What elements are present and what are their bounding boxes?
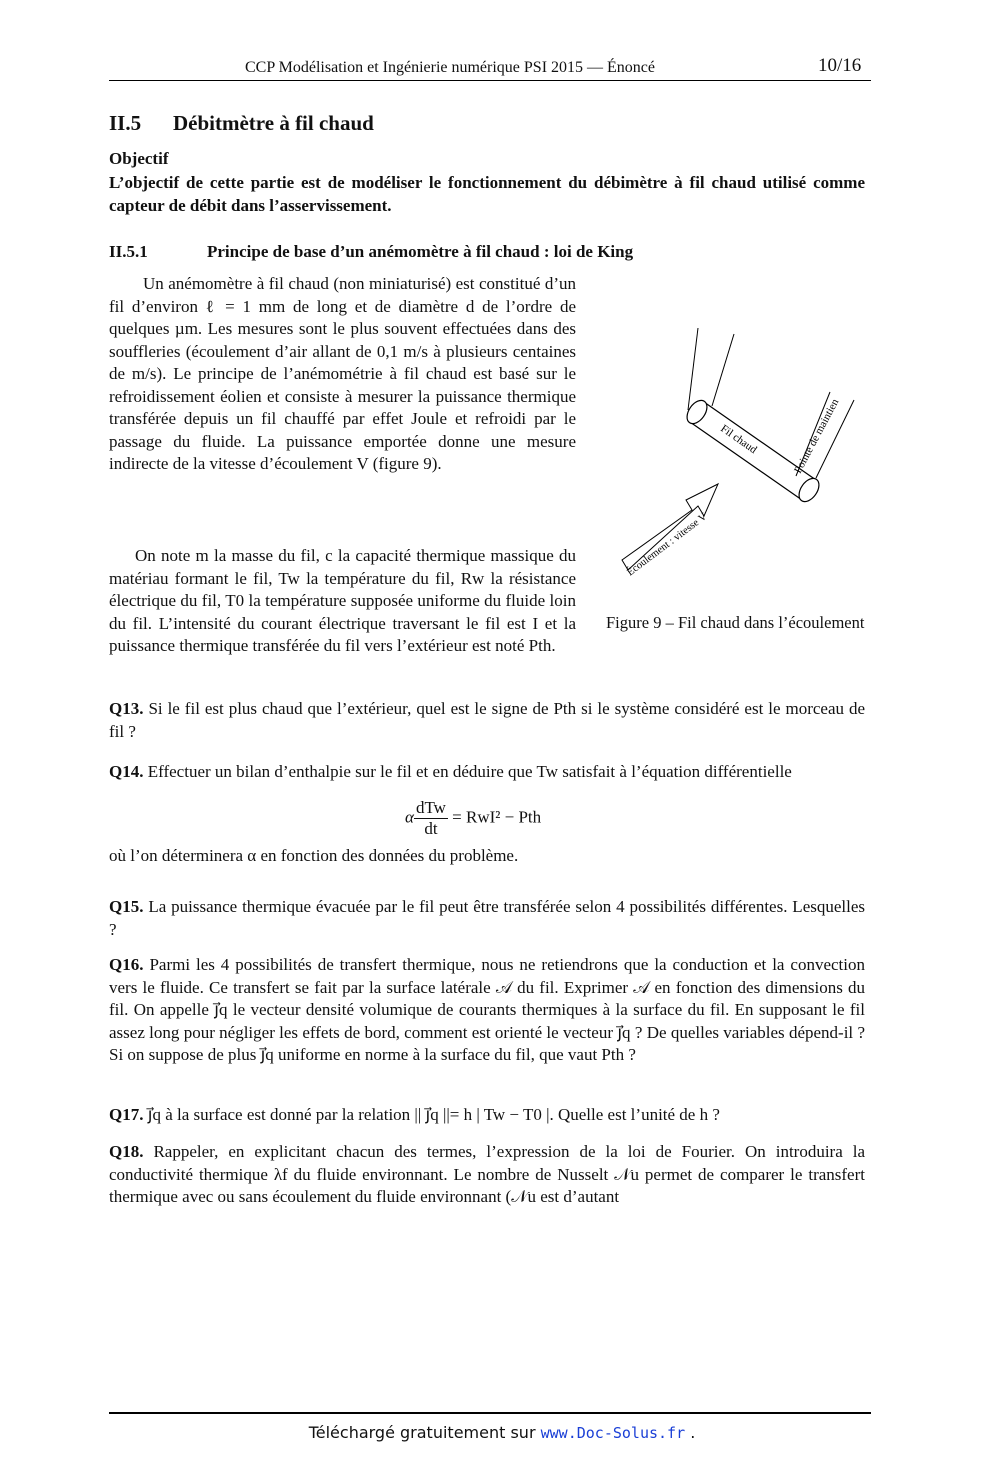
eq-fraction — [414, 798, 448, 839]
question-15 — [109, 896, 865, 941]
section-title-text: Débitmètre à fil chaud — [173, 111, 374, 135]
figure-caption: Figure 9 – Fil chaud dans l’écoulement — [606, 613, 865, 632]
q17-label: Q17. — [109, 1105, 144, 1124]
label-flow: Écoulement : vitesse V — [625, 511, 710, 579]
section-title — [109, 112, 374, 135]
question-14-after: où l’on déterminera α en fonction des données du problème. — [109, 846, 519, 865]
footer-end: . — [690, 1423, 696, 1442]
question-13 — [109, 698, 865, 743]
support-prong-left — [688, 328, 698, 410]
footer-text: Téléchargé gratuitement sur — [308, 1423, 536, 1442]
eq-numerator: dTw — [415, 798, 446, 817]
question-14 — [109, 761, 865, 784]
label-support: Pointe de maintien — [792, 396, 842, 476]
eq-alpha: α — [405, 807, 414, 827]
paragraph-intro: Un anémomètre à fil chaud (non miniaturisé) est constitué d’un fil d’environ ℓ = 1 mm de long et de diamètre d de l’ordre de quelques µm. Les mesures sont le plus souvent effectuées dans des souffleries (écoulement d’air allant de 0,1 m/s à plusieurs centaines de m/s). Le principe de l’anémométrie à fil chaud est basé sur le refroidissement éolien et consiste à mesurer la puissance thermique transférée depuis un fil chauffé par effet Joule et refroidi par le passage du fluide. La puissance emportée donne une mesure indirecte de la vitesse d’écoulement V (figure 9). — [109, 274, 576, 473]
q15-label: Q15. — [109, 897, 144, 916]
objective-text: L’objectif de cette partie est de modéliser le fonctionnement du débimètre à fil chaud utilisé comme capteur de débit dans l’asservissement. — [109, 173, 865, 215]
paragraph-notation: On note m la masse du fil, c la capacité thermique massique du matériau formant le fil, Tw la température du fil, Rw la résistance électrique du fil, T0 la température supposée uniforme du fluide loin du fil. L’intensité du courant électrique traversant le fil est I et la puissance thermique transférée du fil vers l’extérieur est noté Pth. — [109, 546, 576, 655]
q18-text: Rappeler, en explicitant chacun des termes, l’expression de la loi de Fourier. On introduira la conductivité thermique λf du fluide environnant. Le nombre de Nusselt 𝒩u permet de comparer le transfert thermique avec ou sans écoulement du fluide environnant (𝒩u est d’autant — [109, 1142, 865, 1206]
header-rule — [109, 80, 871, 81]
q18-label: Q18. — [109, 1142, 144, 1161]
question-17 — [109, 1104, 865, 1127]
equation-king — [405, 798, 541, 839]
footer-rule — [109, 1412, 871, 1414]
eq-denominator: dt — [424, 819, 438, 838]
q14-text: Effectuer un bilan d’enthalpie sur le fil et en déduire que Tw satisfait à l’équation différentielle — [147, 762, 792, 781]
label-wire: Fil chaud — [718, 422, 759, 457]
wire-end-left — [683, 397, 711, 427]
eq-rhs: = RwI² − Pth — [452, 807, 542, 827]
subsection-number: II.5.1 — [109, 242, 148, 261]
support-prong-left-2 — [712, 334, 734, 406]
q16-text: Parmi les 4 possibilités de transfert thermique, nous ne retiendrons que la conduction et la convection vers le fluide. Ce transfert se fait par la surface latérale 𝒜 du fil. Exprimer 𝒜 en fonction des dimensions du fil. On appelle j⃗q le vecteur densité volumique de courants thermiques à la surface du fil. En supposant le fil assez long pour négliger les effets de bord, comment est orienté le vecteur j⃗q ? De quelles variables dépend-il ? Si on suppose de plus j⃗q uniforme en norme à la surface du fil, que vaut Pth ? — [109, 955, 866, 1064]
q13-text: Si le fil est plus chaud que l’extérieur, quel est le signe de Pth si le système considéré est le morceau de fil ? — [109, 699, 866, 741]
wire-end-right — [795, 475, 823, 505]
footer — [0, 1422, 1004, 1445]
q17-text: j⃗q à la surface est donné par la relation || j⃗q ||= h | Tw − T0 |. Quelle est l’unité de h ? — [147, 1105, 720, 1124]
q14-label: Q14. — [109, 762, 144, 781]
q15-text: La puissance thermique évacuée par le fil peut être transférée selon 4 possibilités différentes. Lesquelles ? — [109, 897, 866, 939]
running-header: CCP Modélisation et Ingénierie numérique PSI 2015 — Énoncé — [245, 59, 656, 76]
footer-link[interactable]: www.Doc-Solus.fr — [540, 1424, 686, 1442]
page-number: 10/16 — [818, 55, 862, 76]
hot-wire-figure — [600, 312, 880, 592]
subsection-title-text: Principe de base d’un anémomètre à fil chaud : loi de King — [207, 242, 634, 261]
question-18 — [109, 1141, 865, 1209]
q13-label: Q13. — [109, 699, 144, 718]
objective-heading: Objectif — [109, 149, 169, 168]
flow-arrow — [622, 484, 718, 570]
subsection-title — [109, 241, 633, 264]
section-number: II.5 — [109, 111, 142, 135]
q16-label: Q16. — [109, 955, 144, 974]
question-16 — [109, 954, 865, 1067]
